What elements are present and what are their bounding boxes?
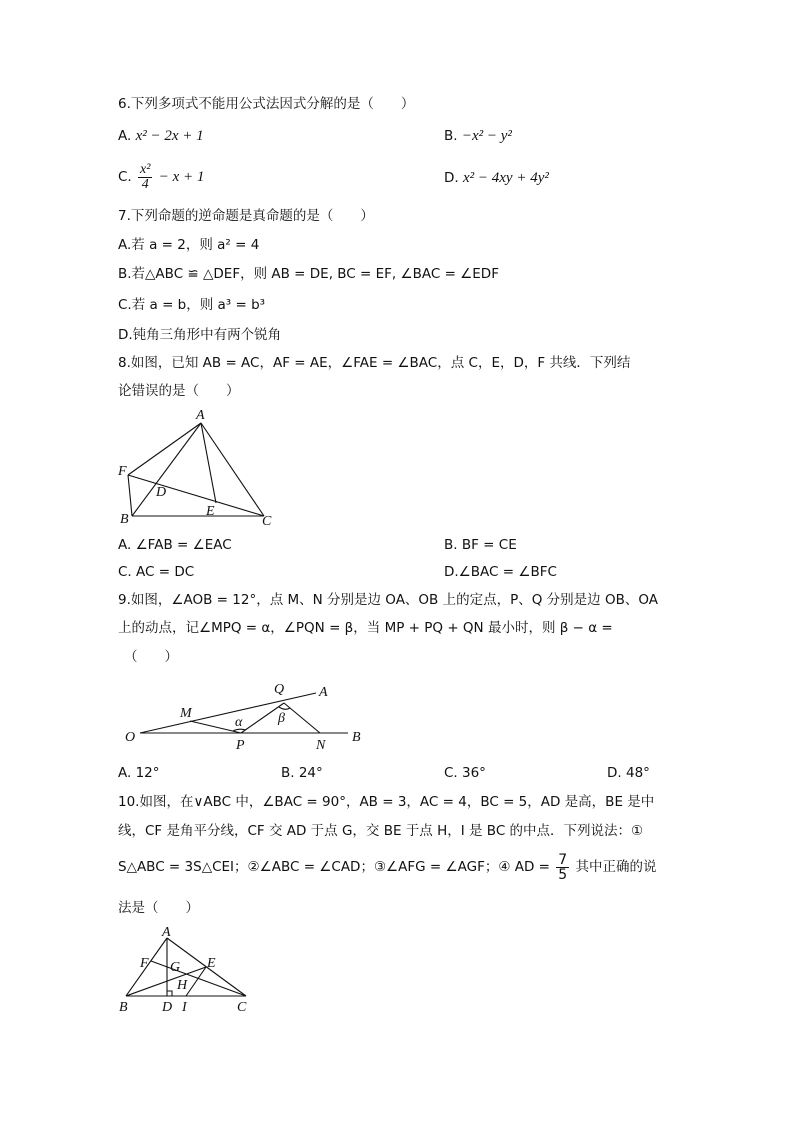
q8-figure [112, 405, 282, 530]
q10-fraction-AD [556, 853, 569, 882]
q10-segment-EI [186, 967, 206, 996]
q8-stem-line1: 8.如图，已知 AB = AC，AF = AE，∠FAE = ∠BAC，点 C，E，D，F 共线．下列结 [118, 355, 631, 371]
q8-line-AF [128, 423, 201, 475]
q9-label-Q: Q [274, 682, 285, 697]
q6-option-d [444, 169, 549, 187]
q6-option-c-numerator: x² [140, 161, 151, 177]
q10-stem-line3-part2: 其中正确的说 [575, 859, 657, 875]
q6-option-c-fraction [138, 163, 152, 192]
q9-label-N: N [316, 738, 326, 753]
q10-label-C: C [237, 1000, 247, 1015]
q8-label-B: B [120, 512, 129, 527]
q8-line-AB [132, 423, 201, 516]
q8-option-c: C. AC = DC [118, 564, 195, 580]
q8-option-b: B. BF = CE [444, 537, 517, 553]
q10-right-angle-mark [167, 991, 172, 996]
q10-figure [112, 922, 262, 1017]
q9-label-alpha: α [235, 715, 243, 730]
q10-stem-line3-part1: S△ABC = 3S△CEI；②∠ABC = ∠CAD；③∠AFG = ∠AGF；④ AD = [118, 859, 550, 875]
q10-label-H: H [177, 978, 188, 993]
q10-stem-line1: 10.如图，在∨ABC 中，∠BAC = 90°，AB = 3，AC = 4，BC = 5，AD 是高，BE 是中 [118, 794, 655, 810]
q10-stem-line2: 线，CF 是角平分线，CF 交 AD 于点 G，交 BE 于点 H，I 是 BC 的中点．下列说法：① [118, 823, 644, 839]
q8-label-D: D [156, 485, 167, 500]
q6-option-c-rest: − x + 1 [158, 169, 205, 185]
q9-segment-QN [284, 703, 320, 733]
q10-fraction-numerator: 7 [558, 851, 568, 868]
q6-option-d-expr: x² − 4xy + 4y² [462, 170, 549, 186]
q9-label-A: A [319, 685, 328, 700]
q6-option-a-label: A. [118, 128, 132, 144]
q9-option-a: A. 12° [118, 765, 160, 781]
q10-stem-line4: 法是（ ） [118, 900, 199, 916]
q8-line-AC [201, 423, 264, 516]
q7-option-a: A.若 a = 2，则 a² = 4 [118, 237, 260, 253]
q10-stem-line3 [118, 850, 656, 884]
q10-fraction-denominator: 5 [558, 866, 568, 883]
q10-median-BE [126, 967, 206, 996]
q6-option-c-denominator: 4 [141, 176, 149, 192]
q10-label-D: D [162, 1000, 173, 1015]
q9-label-P: P [236, 738, 245, 753]
q8-line-FB [128, 475, 132, 516]
q8-label-F: F [118, 464, 127, 479]
q6-option-a-expr: x² − 2x + 1 [135, 128, 204, 144]
q8-label-C: C [262, 514, 272, 529]
q10-label-I: I [182, 1000, 187, 1015]
q9-stem-line2: 上的动点，记∠MPQ = α，∠PQN = β，当 MP + PQ + QN 最小时，则 β − α = [118, 620, 613, 636]
q8-label-E: E [206, 504, 215, 519]
q6-option-a [118, 127, 204, 145]
q9-label-M: M [180, 706, 192, 721]
q9-option-b: B. 24° [281, 765, 323, 781]
q6-option-b-label: B. [444, 128, 458, 144]
q9-option-c: C. 36° [444, 765, 486, 781]
q10-label-B: B [119, 1000, 128, 1015]
q7-option-d: D.钝角三角形中有两个锐角 [118, 327, 282, 343]
q8-option-a: A. ∠FAB = ∠EAC [118, 537, 232, 553]
q9-label-O: O [125, 730, 136, 745]
q8-stem-line2: 论错误的是（ ） [118, 383, 240, 399]
q9-angle-beta-arc [279, 707, 290, 709]
q7-option-b: B.若△ABC ≌ △DEF，则 AB = DE, BC = EF, ∠BAC = ∠EDF [118, 266, 499, 282]
q9-stem-line1: 9.如图，∠AOB = 12°，点 M、N 分别是边 OA、OB 上的定点，P、Q 分别是边 OB、OA [118, 592, 658, 608]
q10-label-E: E [207, 956, 216, 971]
q9-stem-line3: （ ） [124, 649, 178, 665]
q9-figure [120, 675, 370, 755]
q10-label-G: G [170, 960, 181, 975]
q8-option-d: D.∠BAC = ∠BFC [444, 564, 557, 580]
q9-ray-OA [140, 693, 316, 733]
q8-line-FC [128, 475, 264, 516]
q8-label-A: A [196, 408, 205, 423]
q6-option-c [118, 160, 204, 194]
q9-label-beta: β [278, 711, 285, 726]
q10-label-A: A [162, 925, 171, 940]
q9-option-d: D. 48° [607, 765, 650, 781]
q10-label-F: F [140, 956, 149, 971]
q6-option-b-expr: −x² − y² [461, 128, 512, 144]
q6-stem: 6.下列多项式不能用公式法因式分解的是（ ） [118, 96, 415, 112]
q9-label-B: B [352, 730, 361, 745]
q7-option-c: C.若 a = b，则 a³ = b³ [118, 297, 266, 313]
q6-option-d-label: D. [444, 170, 459, 186]
q6-option-c-label: C. [118, 169, 132, 185]
q6-option-b [444, 127, 512, 145]
q7-stem: 7.下列命题的逆命题是真命题的是（ ） [118, 208, 374, 224]
